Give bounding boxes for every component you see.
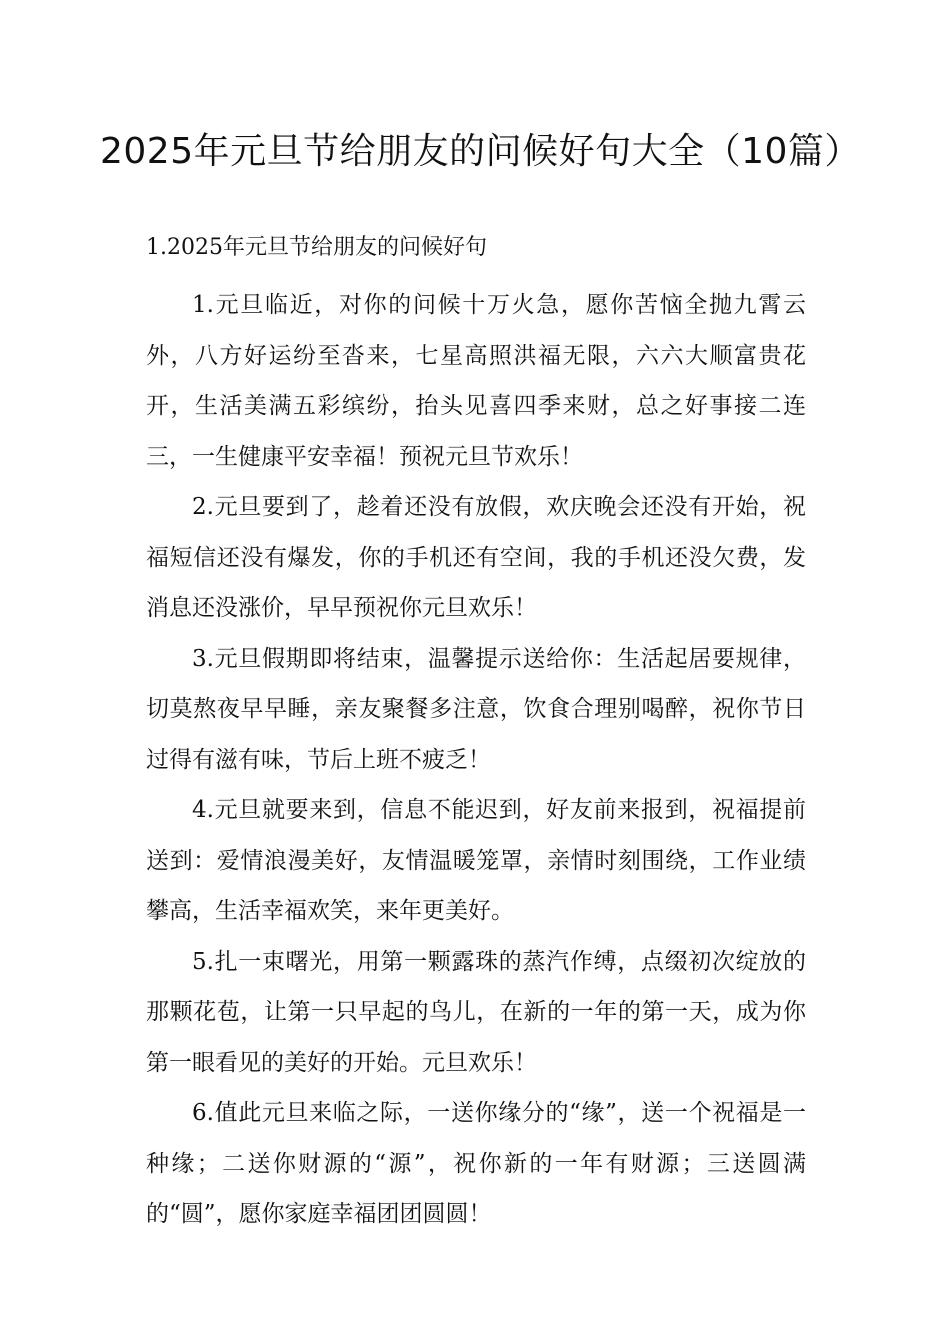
- document-title: 2025年元旦节给朋友的问候好句大全（10篇）: [100, 131, 861, 172]
- paragraph: 6.值此元旦来临之际，一送你缘分的“缘”，送一个祝福是一种缘；二送你财源的“源”，祝你新的一年有财源；三送圆满的“圆”，愿你家庭幸福团团圆圆！: [146, 1100, 806, 1227]
- paragraph: 3.元旦假期即将结束，温馨提示送给你：生活起居要规律，切莫熬夜早早睡，亲友聚餐多注意，饮食合理别喝醉，祝你节日过得有滋有味，节后上班不疲乏！: [146, 645, 806, 773]
- document-body: [146, 280, 806, 1240]
- paragraph: 1.元旦临近，对你的问候十万火急，愿你苦恼全抛九霄云外，八方好运纷至沓来，七星高照洪福无限，六六大顺富贵花开，生活美满五彩缤纷，抬头见喜四季来财，总之好事接二连三，一生健康平安幸福！预祝元旦节欢乐！: [146, 292, 806, 470]
- paragraph: 2.元旦要到了，趁着还没有放假，欢庆晚会还没有开始，祝福短信还没有爆发，你的手机还有空间，我的手机还没欠费，发消息还没涨价，早早预祝你元旦欢乐！: [146, 494, 806, 621]
- paragraph: 5.扎一束曙光，用第一颗露珠的蒸汽作缚，点缀初次绽放的那颗花苞，让第一只早起的鸟儿，在新的一年的第一天，成为你第一眼看见的美好的开始。元旦欢乐！: [146, 948, 806, 1076]
- paragraph: 4.元旦就要来到，信息不能迟到，好友前来报到，祝福提前送到：爱情浪漫美好，友情温暖笼罩，亲情时刻围绕，工作业绩攀高，生活幸福欢笑，来年更美好。: [146, 797, 806, 924]
- section-heading: 1.2025年元旦节给朋友的问候好句: [146, 235, 487, 260]
